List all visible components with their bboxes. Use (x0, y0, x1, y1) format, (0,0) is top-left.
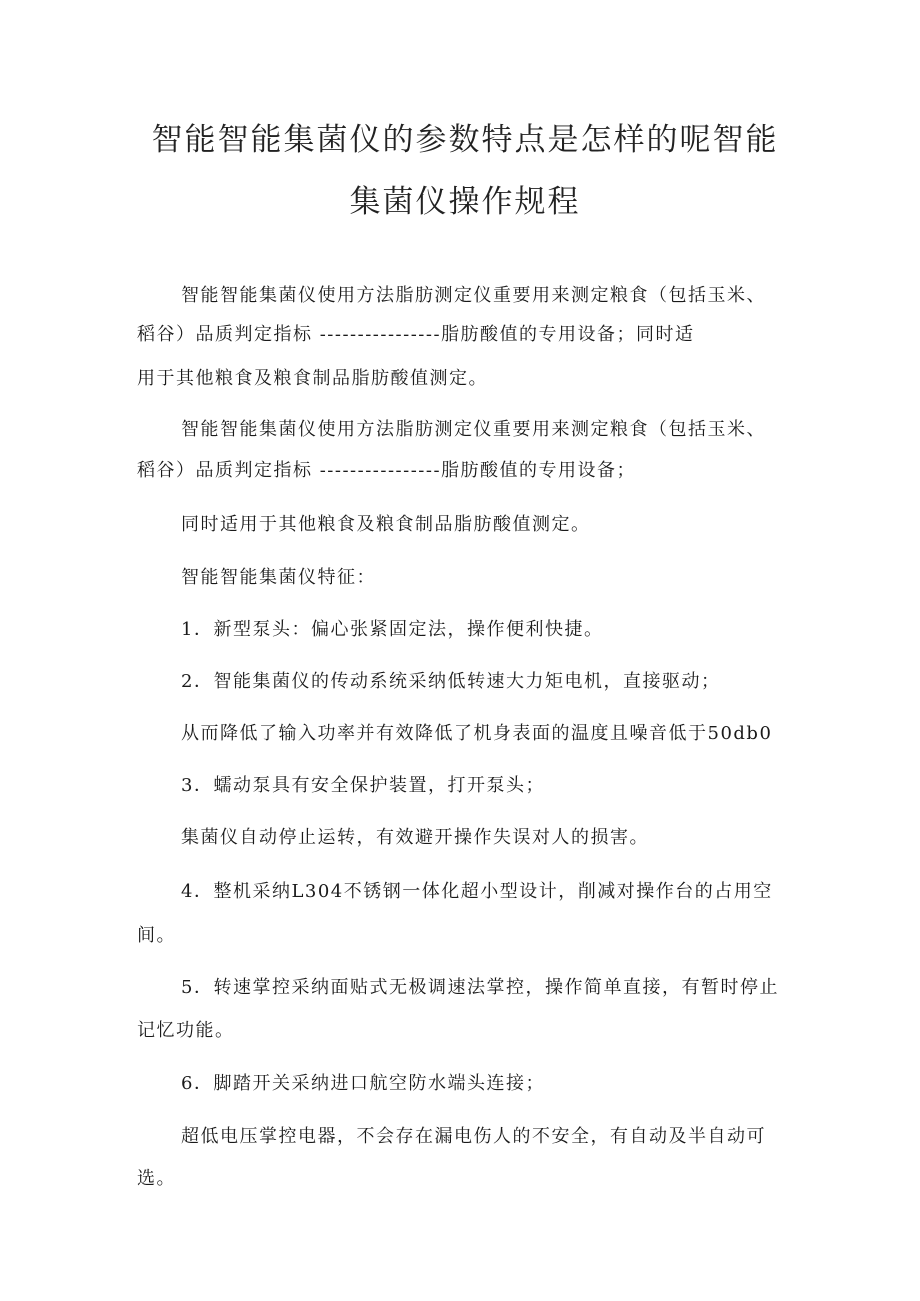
paragraph-3-line-1: 同时适用于其他粮食及粮食制品脂肪酸值测定。 (181, 514, 591, 535)
feature-item-6-continuation-line-1: 超低电压掌控电器，不会存在漏电伤人的不安全，有自动及半自动可 (181, 1126, 766, 1147)
feature-item-2-continuation: 从而降低了输入功率并有效降低了机身表面的温度且噪音低于50db0 (181, 723, 773, 744)
feature-item-4-line-1: 4．整机采纳L304不锈钢一体化超小型设计，削减对操作台的占用空 (181, 881, 773, 902)
paragraph-1-line-3: 用于其他粮食及粮食制品脂肪酸值测定。 (137, 368, 488, 389)
document-title-line-2: 集菌仪操作规程 (349, 184, 581, 220)
paragraph-2-line-1: 智能智能集菌仪使用方法脂肪测定仪重要用来测定粮食（包括玉米、 (181, 419, 766, 440)
document-title-line-1: 智能智能集菌仪的参数特点是怎样的呢智能 (151, 122, 779, 158)
feature-item-2: 2．智能集菌仪的传动系统采纳低转速大力矩电机，直接驱动； (181, 671, 721, 692)
feature-item-3-continuation: 集菌仪自动停止运转，有效避开操作失误对人的损害。 (181, 827, 649, 848)
feature-item-4-line-2: 间。 (137, 925, 176, 946)
features-heading: 智能智能集菌仪特征： (181, 567, 376, 588)
feature-item-1: 1．新型泵头：偏心张紧固定法，操作便利快捷。 (181, 619, 604, 640)
feature-item-6: 6．脚踏开关采纳进口航空防水端头连接； (181, 1073, 545, 1094)
paragraph-1-line-2: 稻谷）品质判定指标 ----------------脂肪酸值的专用设备；同时适 (137, 324, 695, 345)
paragraph-1-line-1: 智能智能集菌仪使用方法脂肪测定仪重要用来测定粮食（包括玉米、 (181, 285, 766, 306)
feature-item-3: 3．蠕动泵具有安全保护装置，打开泵头； (181, 775, 545, 796)
feature-item-5-line-2: 记忆功能。 (137, 1020, 235, 1041)
feature-item-6-continuation-line-2: 选。 (137, 1168, 176, 1189)
paragraph-2-line-2: 稻谷）品质判定指标 ----------------脂肪酸值的专用设备； (137, 460, 637, 481)
feature-item-5-line-1: 5．转速掌控采纳面贴式无极调速法掌控，操作简单直接，有暂时停止 (181, 977, 779, 998)
